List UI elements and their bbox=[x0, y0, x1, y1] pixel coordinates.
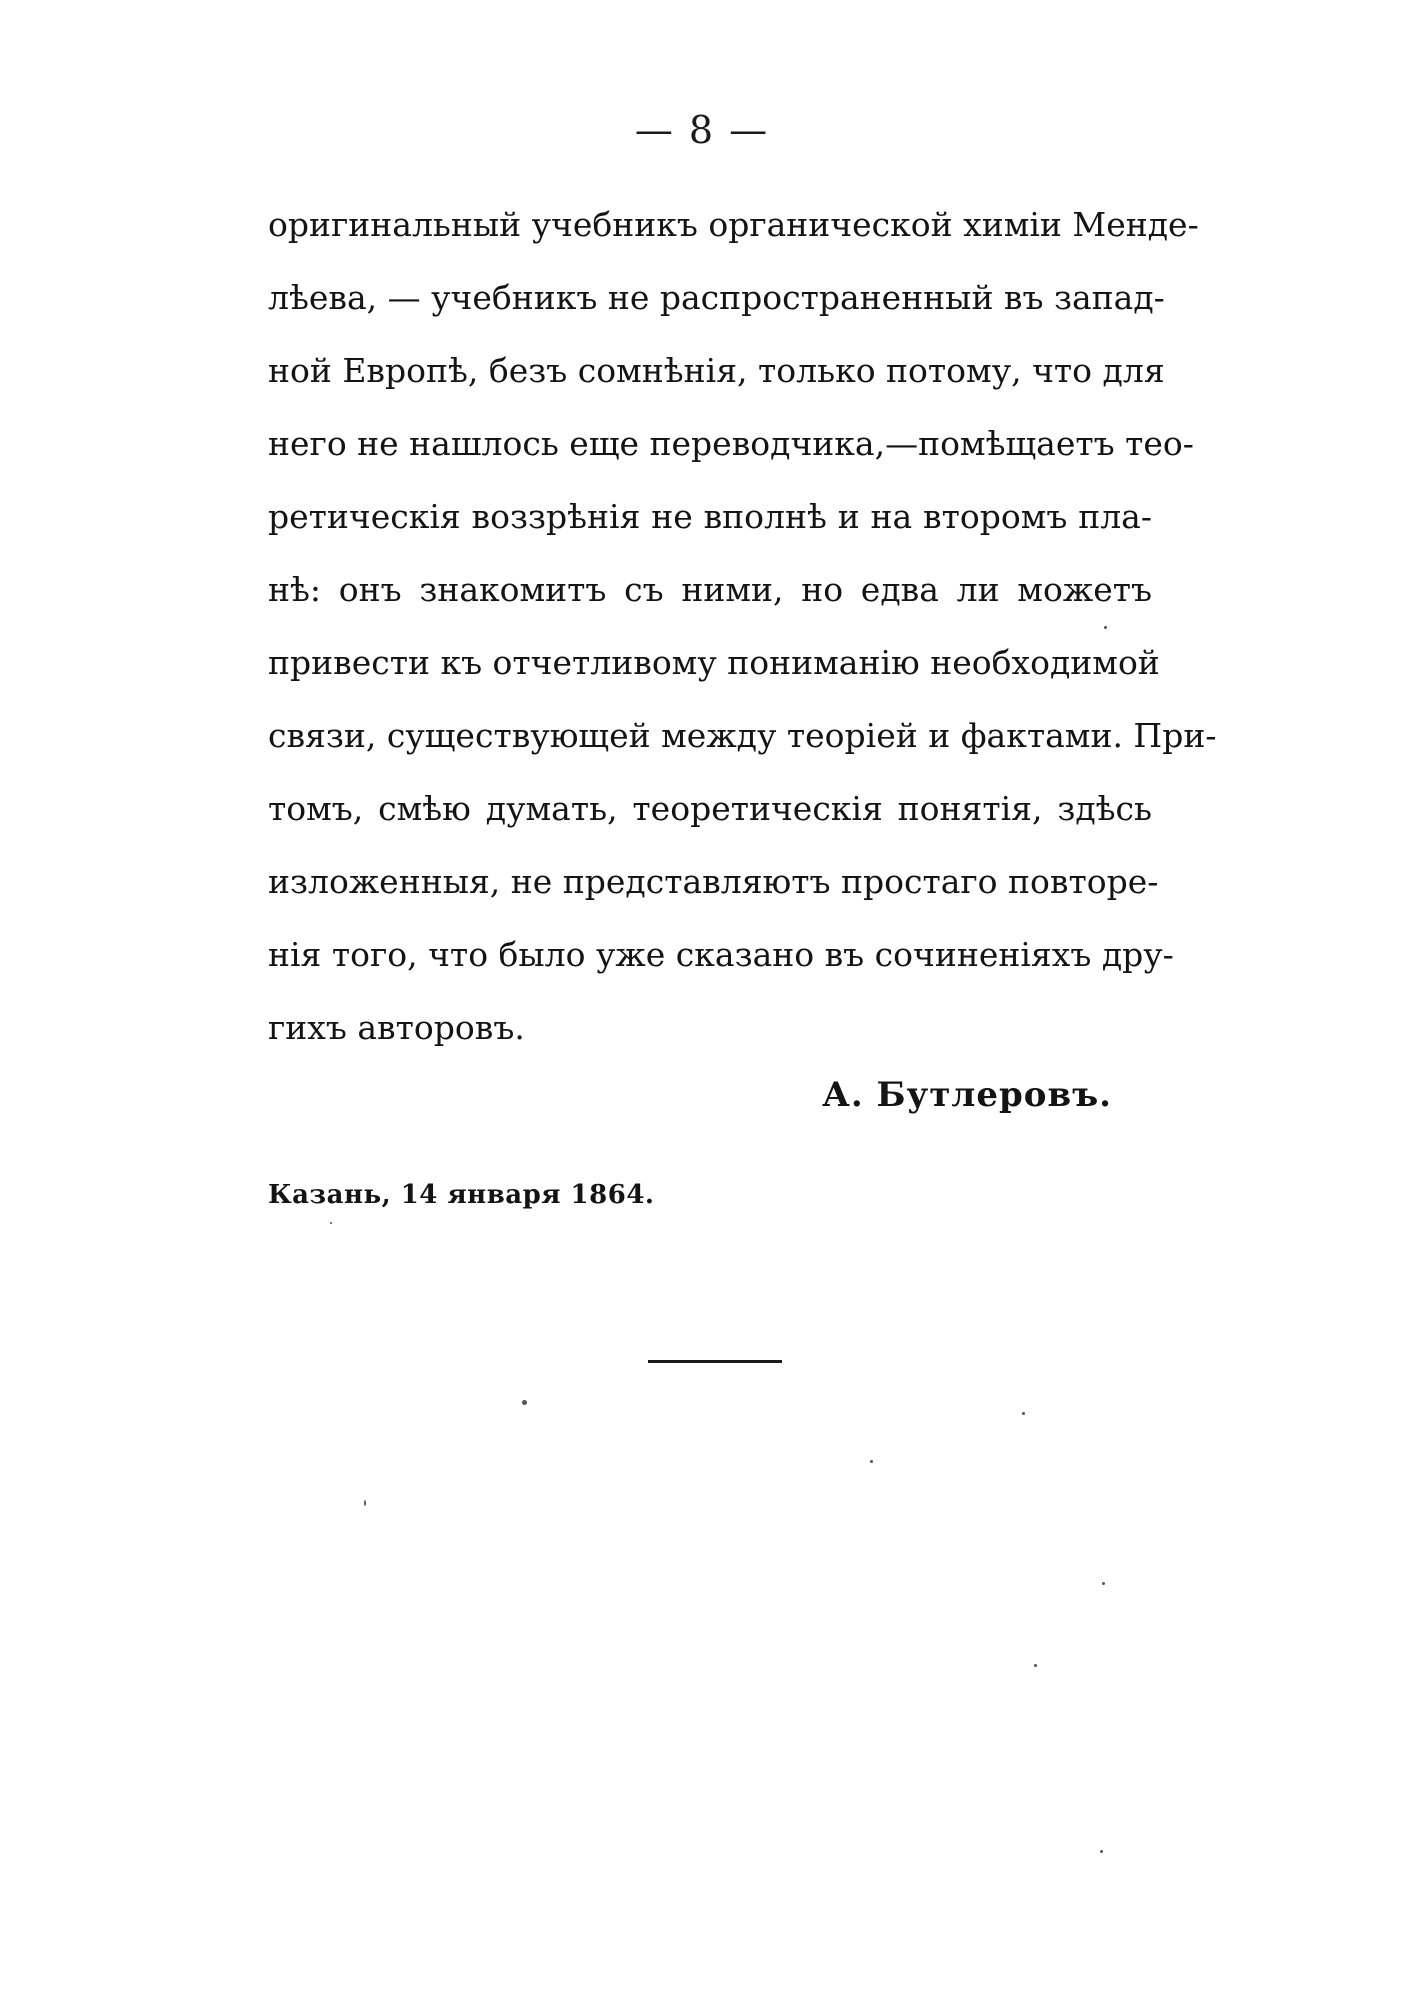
author-signature: А. Бутлеровъ. bbox=[822, 1075, 1112, 1115]
scan-speck bbox=[870, 1460, 873, 1463]
scan-speck bbox=[1100, 1850, 1103, 1853]
page-number: — 8 — bbox=[634, 108, 770, 152]
text-line: ной Европѣ, безъ сомнѣнія, только потому, что для bbox=[268, 351, 1165, 390]
scan-speck bbox=[1022, 1412, 1025, 1415]
text-line: лѣева, — учебникъ не распространенный въ запад- bbox=[268, 278, 1165, 317]
text-line: привести къ отчетливому пониманію необходимой bbox=[268, 643, 1160, 682]
text-line: ретическія воззрѣнія не вполнѣ и на второмъ пла- bbox=[268, 497, 1152, 536]
place-date-line: Казань, 14 января 1864. bbox=[268, 1180, 655, 1210]
scan-speck bbox=[522, 1400, 527, 1405]
text-line: связи, существующей между теоріей и фактами. При- bbox=[268, 716, 1217, 755]
scan-speck bbox=[330, 1222, 332, 1224]
text-line: гихъ авторовъ. bbox=[268, 1008, 525, 1047]
scan-speck bbox=[364, 1500, 366, 1506]
text-line: оригинальный учебникъ органической химіи Менде- bbox=[268, 205, 1199, 244]
text-line: нія того, что было уже сказано въ сочиненіяхъ дру- bbox=[268, 935, 1174, 974]
scan-speck bbox=[1102, 1582, 1105, 1585]
text-line: томъ, смѣю думать, теоретическія понятія, здѣсь bbox=[268, 789, 1152, 828]
scan-speck bbox=[1104, 626, 1107, 629]
end-divider-rule bbox=[648, 1360, 782, 1363]
text-line: нѣ: онъ знакомитъ съ ними, но едва ли можетъ bbox=[268, 570, 1152, 609]
body-paragraph bbox=[268, 188, 1217, 1064]
text-line: изложенныя, не представляютъ простаго повторе- bbox=[268, 862, 1159, 901]
text-line: него не нашлось еще переводчика,—помѣщаетъ тео- bbox=[268, 424, 1194, 463]
scan-speck bbox=[1034, 1664, 1037, 1667]
